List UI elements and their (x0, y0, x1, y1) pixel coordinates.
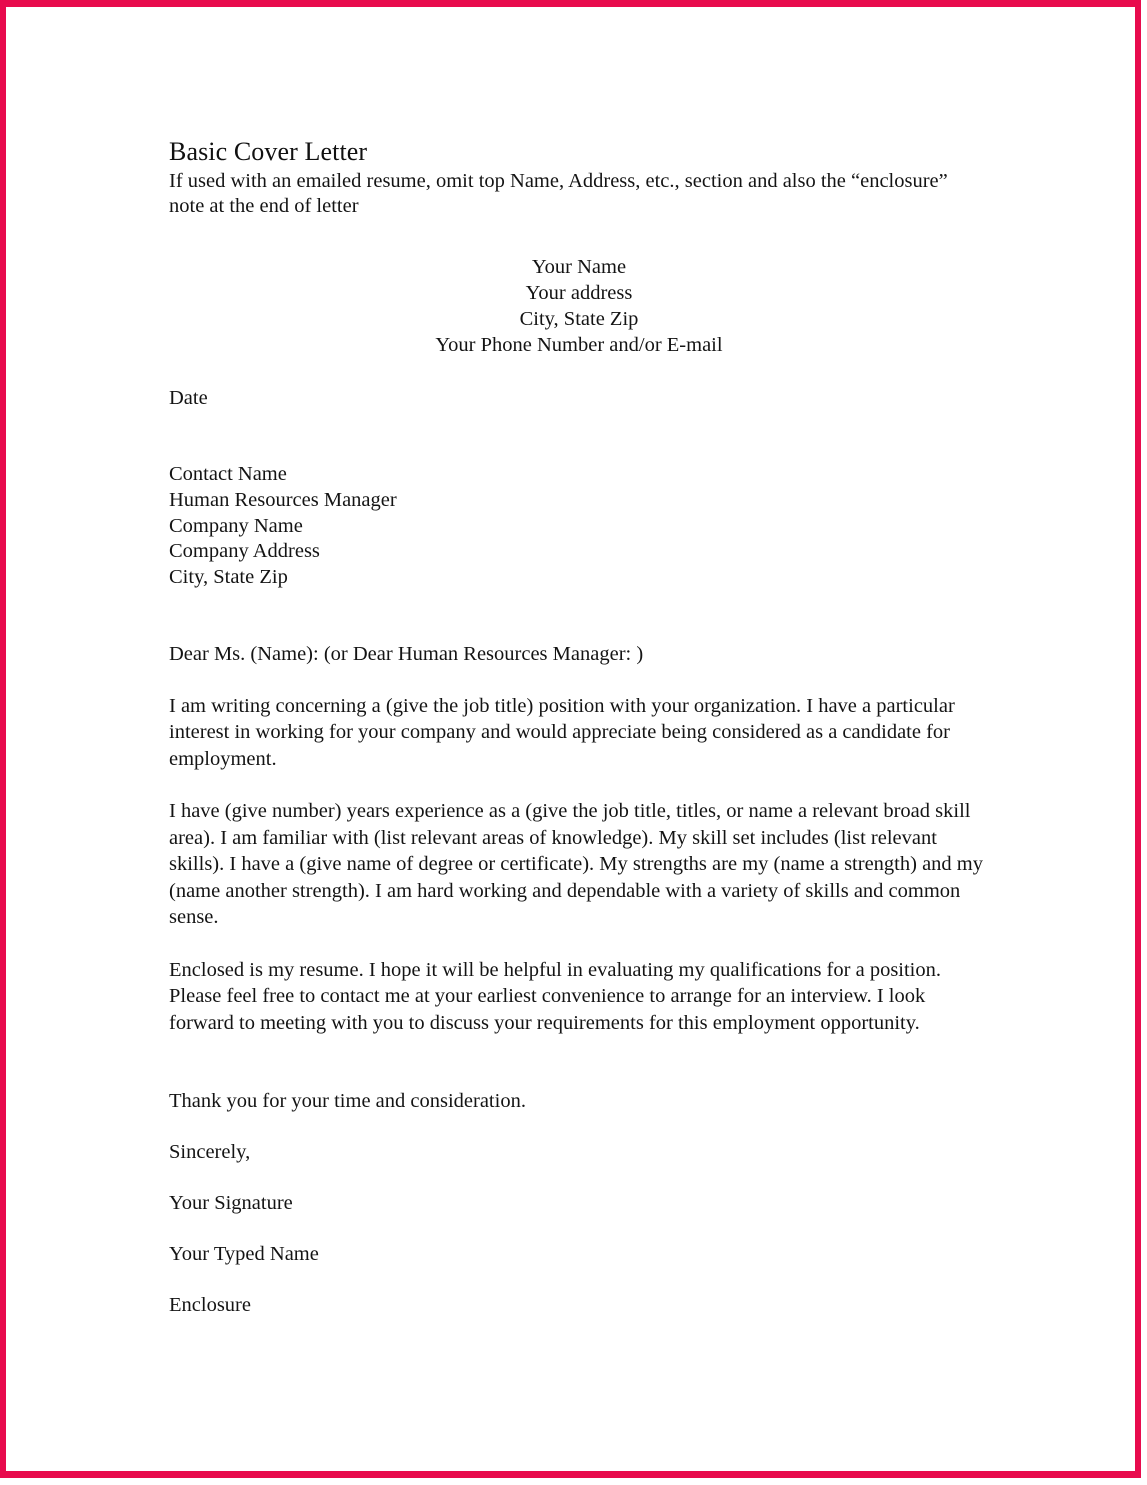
signature-line: Your Signature (169, 1192, 293, 1215)
thank-you-line: Thank you for your time and consideration. (169, 1090, 526, 1113)
sender-city: City, State Zip (519, 308, 639, 330)
recipient-contact-name: Contact Name (169, 463, 287, 485)
closing-line: Sincerely, (169, 1141, 251, 1164)
sender-contact: Your Phone Number and/or E-mail (435, 334, 723, 356)
recipient-title: Human Resources Manager (169, 488, 397, 511)
sender-address-block (169, 219, 989, 358)
body-paragraph-3: Enclosed is my resume. I hope it will be helpful in evaluating my qualifications for a position. Please feel free to contact me at your earliest convenience to arrange for an interview. I look forward to meeting with you to discuss your requirements for this employment opportunity. (169, 958, 942, 1034)
frame-border-top (0, 0, 1141, 7)
sender-street: Your address (525, 282, 633, 304)
typed-name-line: Your Typed Name (169, 1243, 319, 1266)
body-paragraph-2: I have (give number) years experience as a (give the job title, titles, or name a relevant broad skill area). I am familiar with (list relevant areas of knowledge). My skill set includes (list relevant skills). I have a (give name of degree or certificate). My strengths are my (name a strength) and my (name another strength). I am hard working and dependable with a variety of skills and common sense. (169, 800, 983, 929)
body-paragraph-1: I am writing concerning a (give the job title) position with your organization. I have a particular interest in working for your company and would appreciate being considered as a candidate for employment. (169, 694, 955, 770)
salutation-line: Dear Ms. (Name): (or Dear Human Resources Manager: ) (169, 642, 644, 665)
document-title: Basic Cover Letter (169, 137, 368, 166)
recipient-address-block (169, 411, 989, 591)
frame-border-right (1135, 6, 1141, 1478)
recipient-company: Company Name (169, 514, 303, 537)
recipient-city: City, State Zip (169, 566, 288, 589)
frame-border-bottom (6, 1471, 1141, 1478)
letter-content (169, 137, 989, 1318)
enclosure-line: Enclosure (169, 1294, 251, 1317)
sender-name: Your Name (531, 256, 627, 278)
document-subtitle: If used with an emailed resume, omit top Name, Address, etc., section and also the “enclosure” note at the end of letter (169, 170, 948, 217)
letter-sheet (6, 7, 1135, 1471)
recipient-street: Company Address (169, 540, 320, 563)
date-line: Date (169, 387, 208, 409)
